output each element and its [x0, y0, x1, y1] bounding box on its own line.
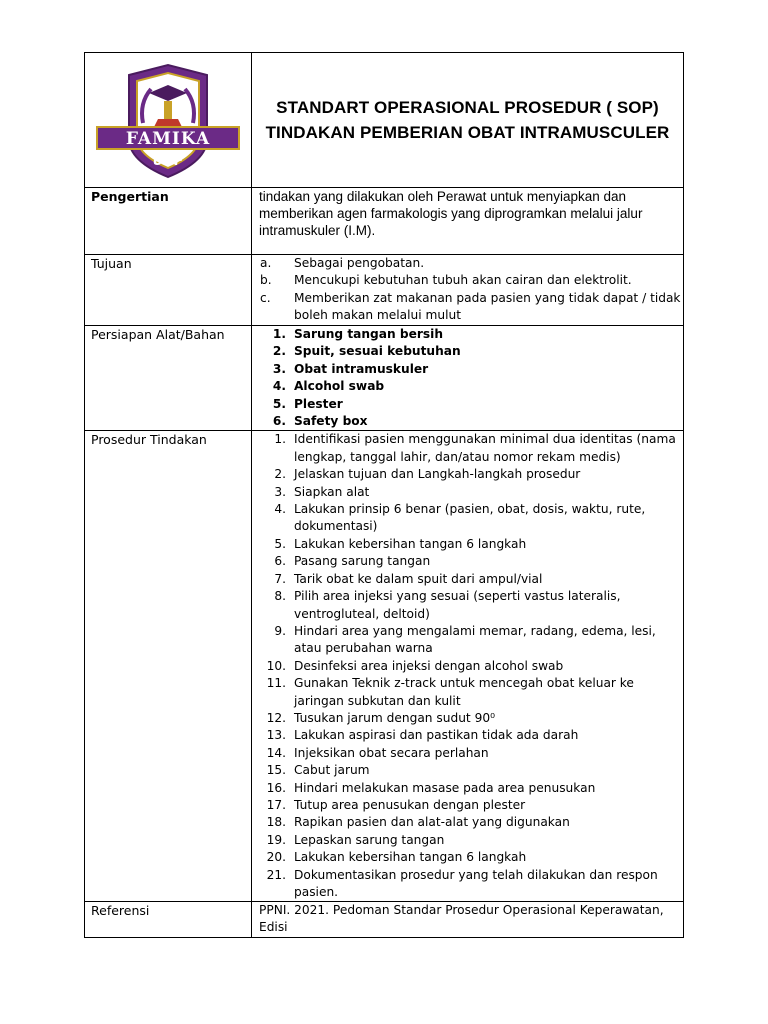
list-marker: b.	[260, 273, 272, 288]
list-marker: 21.	[266, 867, 286, 882]
list-marker: a.	[260, 256, 272, 270]
prosedur-label: Prosedur Tindakan	[91, 432, 207, 448]
tujuan-list	[252, 255, 683, 325]
logo-sub-text: UNF	[152, 154, 184, 169]
list-item	[252, 466, 683, 483]
pengertian-content-cell	[252, 188, 684, 255]
list-text: Tutup area penusukan dengan plester	[294, 797, 526, 812]
list-item	[252, 745, 683, 762]
title-line-1: STANDART OPERASIONAL PROSEDUR ( SOP)	[276, 98, 659, 117]
title-line-2: TINDAKAN PEMBERIAN OBAT INTRAMUSCULER	[265, 123, 670, 142]
list-item	[252, 501, 683, 536]
list-item	[252, 675, 683, 710]
sop-table	[84, 52, 684, 938]
list-item	[252, 361, 683, 378]
referensi-label: Referensi	[91, 903, 150, 919]
list-marker: 6.	[272, 414, 286, 429]
tujuan-content-cell	[252, 255, 684, 326]
list-marker: 19.	[266, 832, 286, 847]
persiapan-content-cell	[252, 326, 684, 431]
list-text: Plester	[294, 396, 343, 411]
list-item	[252, 867, 683, 902]
referensi-text: PPNI. 2021. Pedoman Standar Prosedur Operasional Keperawatan, Edisi	[259, 903, 664, 935]
list-text: Sarung tangan bersih	[294, 327, 444, 341]
list-marker: 8.	[274, 589, 286, 604]
list-marker: 5.	[274, 536, 286, 551]
list-text: Cabut jarum	[294, 763, 370, 778]
prosedur-content-cell	[252, 431, 684, 902]
list-text: Safety box	[294, 414, 368, 429]
list-item	[252, 727, 683, 744]
list-text: Identifikasi pasien menggunakan minimal dua identitas (nama lengkap, tanggal lahir, dan/atau nomor rekam medis)	[294, 432, 676, 464]
list-marker: 14.	[266, 745, 286, 760]
famika-logo	[85, 53, 251, 187]
list-text: Lakukan kebersihan tangan 6 langkah	[294, 536, 527, 551]
referensi-content-cell	[252, 902, 684, 938]
list-item	[252, 255, 683, 272]
persiapan-label-cell	[85, 326, 252, 431]
list-marker: 4.	[272, 379, 286, 394]
list-item	[252, 378, 683, 395]
logo-cell	[85, 53, 252, 188]
list-item	[252, 484, 683, 501]
list-marker: 5.	[272, 396, 286, 411]
list-item	[252, 343, 683, 360]
row-prosedur	[85, 431, 684, 902]
list-item	[252, 536, 683, 553]
referensi-label-cell	[85, 902, 252, 938]
list-marker: 17.	[266, 797, 286, 812]
list-marker: 15.	[266, 763, 286, 778]
list-marker: 4.	[274, 502, 286, 517]
header-row	[85, 53, 684, 188]
list-marker: 10.	[266, 658, 286, 673]
persiapan-label: Persiapan Alat/Bahan	[91, 327, 225, 342]
list-marker: 7.	[274, 571, 286, 586]
logo-text: FAMIKA	[125, 129, 211, 149]
list-marker: 13.	[266, 728, 286, 743]
list-marker: c.	[260, 290, 271, 305]
famika-crest-icon	[85, 53, 251, 187]
list-marker: 6.	[274, 554, 286, 569]
list-item	[252, 272, 683, 289]
list-marker: 3.	[274, 484, 286, 499]
list-text: Jelaskan tujuan dan Langkah-langkah prosedur	[294, 467, 581, 482]
list-item	[252, 832, 683, 849]
pengertian-label-cell	[85, 188, 252, 255]
list-item	[252, 571, 683, 588]
row-pengertian	[85, 188, 684, 255]
list-text: Dokumentasikan prosedur yang telah dilakukan dan respon pasien.	[294, 867, 658, 899]
list-text: Tarik obat ke dalam spuit dari ampul/vial	[294, 571, 543, 586]
list-marker: 1.	[272, 327, 286, 341]
list-text: Hindari area yang mengalami memar, radang, edema, lesi, atau perubahan warna	[294, 623, 656, 656]
list-item	[252, 326, 683, 343]
list-item	[252, 413, 683, 430]
list-text: Mencukupi kebutuhan tubuh akan cairan dan elektrolit.	[294, 273, 632, 288]
list-text: Lakukan aspirasi dan pastikan tidak ada darah	[294, 728, 579, 743]
list-marker: 12.	[266, 710, 286, 725]
title-cell	[252, 53, 684, 188]
tujuan-label-cell	[85, 255, 252, 326]
list-item	[252, 658, 683, 675]
list-item	[252, 710, 683, 727]
row-tujuan	[85, 255, 684, 326]
list-item	[252, 623, 683, 658]
list-text: Desinfeksi area injeksi dengan alcohol swab	[294, 658, 564, 673]
list-marker: 1.	[274, 432, 286, 447]
list-marker: 3.	[272, 361, 286, 376]
list-item	[252, 780, 683, 797]
prosedur-label-cell	[85, 431, 252, 902]
list-item	[252, 431, 683, 466]
list-item	[252, 797, 683, 814]
list-text: Injeksikan obat secara perlahan	[294, 745, 489, 760]
list-text: Pilih area injeksi yang sesuai (seperti vastus lateralis, ventrogluteal, deltoid)	[294, 589, 621, 621]
list-item	[252, 814, 683, 831]
list-item	[252, 553, 683, 570]
list-marker: 9.	[274, 623, 286, 638]
list-text: Spuit, sesuai kebutuhan	[294, 344, 461, 359]
list-item	[252, 396, 683, 413]
list-item	[252, 290, 683, 325]
persiapan-list	[252, 326, 683, 430]
list-text: Lepaskan sarung tangan	[294, 832, 445, 847]
pengertian-text: tindakan yang dilakukan oleh Perawat untuk menyiapkan dan memberikan agen farmakologis yang diprogramkan melalui jalur intramuskuler (I.M).	[259, 189, 643, 238]
list-text: Memberikan zat makanan pada pasien yang tidak dapat / tidak boleh makan melalui mulut	[294, 290, 681, 323]
list-text: Siapkan alat	[294, 484, 370, 499]
list-marker: 20.	[266, 850, 286, 865]
list-marker: 2.	[274, 467, 286, 482]
tujuan-label: Tujuan	[91, 256, 132, 271]
row-persiapan	[85, 326, 684, 431]
list-text: Pasang sarung tangan	[294, 554, 431, 569]
list-marker: 11.	[266, 676, 286, 691]
list-item	[252, 588, 683, 623]
list-marker: 16.	[266, 780, 286, 795]
list-item	[252, 762, 683, 779]
list-text: Obat intramuskuler	[294, 361, 429, 376]
list-marker: 18.	[266, 815, 286, 830]
list-text: Lakukan kebersihan tangan 6 langkah	[294, 850, 527, 865]
list-marker: 2.	[272, 344, 286, 359]
list-text: Hindari melakukan masase pada area penusukan	[294, 780, 596, 795]
list-text: Alcohol swab	[294, 379, 385, 394]
row-referensi	[85, 902, 684, 938]
list-text: Sebagai pengobatan.	[294, 256, 425, 270]
prosedur-list	[252, 431, 683, 901]
pengertian-label: Pengertian	[91, 189, 169, 204]
list-item	[252, 849, 683, 866]
list-text: Gunakan Teknik z-track untuk mencegah obat keluar ke jaringan subkutan dan kulit	[294, 676, 634, 708]
list-text: Lakukan prinsip 6 benar (pasien, obat, dosis, waktu, rute, dokumentasi)	[294, 502, 646, 534]
list-text: Rapikan pasien dan alat-alat yang digunakan	[294, 815, 570, 830]
list-text: Tusukan jarum dengan sudut 90⁰	[294, 710, 495, 725]
